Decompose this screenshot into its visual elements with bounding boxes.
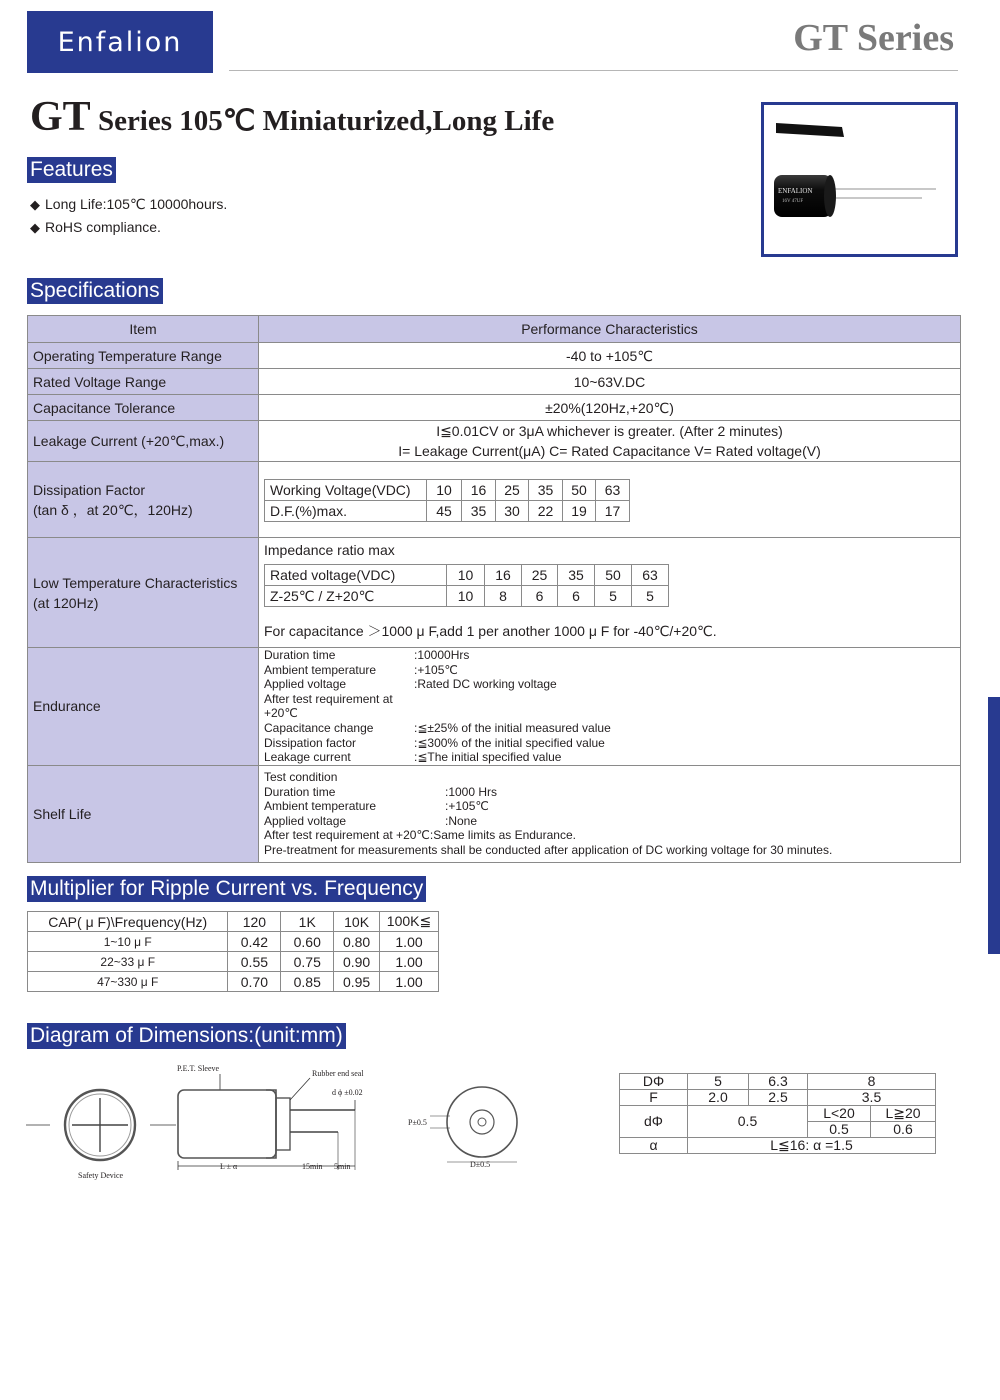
pitch-label: P±0.5 [408,1118,427,1127]
top-view-drawing [26,1090,176,1180]
spec-row [28,343,961,369]
spec-item-label: Shelf Life [28,765,259,862]
page-side-tab [988,697,1000,954]
table-row: F 2.0 2.5 3.5 [620,1090,936,1106]
spec-item-label: Leakage Current (+20℃,max.) [28,421,259,462]
page-title [30,93,554,141]
spec-item-label: Operating Temperature Range [28,343,259,369]
condition-row: Dissipation factor :≦300% of the initial specified value [264,735,605,750]
length-label: L ± α [220,1162,238,1171]
page-title-series: GT [30,94,91,140]
ripple-multiplier-table [27,911,439,992]
condition-row: Applied voltage :None [264,813,478,828]
spec-row [28,648,961,766]
condition-row: Applied voltage :Rated DC working voltage [264,677,557,692]
spec-row [28,421,961,462]
spec-row [28,369,961,395]
ripple-header: CAP( μ F)\Frequency(Hz) [28,912,228,932]
header-divider [229,70,958,71]
table-row: α L≦16: α =1.5 [620,1138,936,1154]
rubber-seal-label: Rubber end seal [312,1069,364,1078]
specifications-heading: Specifications [27,278,163,304]
spec-value: I≦0.01CV or 3μA whichever is greater. (After 2 minutes) I= Leakage Current(μA) C= Rated Capacitance V= Rated voltage(V) [259,421,961,462]
spec-value: Impedance ratio max Rated voltage(VDC) 10 16 25 35 50 63 Z-25℃ / Z+20℃ 10 8 6 6 5 5 For capacitance ＞1000 μ F,add 1 per another 1000 μ F for -40℃/+20℃. [259,538,961,648]
spec-row [28,538,961,648]
condition-row: Ambient temperature :+105℃ [264,799,489,814]
spec-item-label: Capacitance Tolerance [28,395,259,421]
diameter-label: D±0.5 [470,1160,491,1169]
diamond-bullet-icon: ◆ [30,197,40,212]
spec-value: 10~63V.DC [259,369,961,395]
lead-diameter-label: d ϕ ±0.02 [332,1088,363,1097]
feature-item: ◆ Long Life:105℃ 10000hours. [30,196,228,212]
ripple-header: 120 [228,912,281,932]
min15-label: 15min [302,1162,323,1171]
spec-value [259,648,961,766]
brand-logo [27,11,213,73]
shelf-life-conditions: Test condition Duration time :1000 Hrs Ambient temperature :+105℃ Applied voltage :None After test requirement at +20℃:Same limits as Endurance. Pre-treatment for measurements shall be conducted after application of DC working voltage for 30 minutes. [264,770,960,858]
specifications-table [27,315,961,863]
capacitor-illustration [764,105,955,254]
condition-row: Leakage current :≦The initial specified value [264,750,562,765]
spec-item-label: Rated Voltage Range [28,369,259,395]
min5-label: 5min [334,1162,351,1171]
series-title: GT Series [793,17,954,59]
impedance-table: Rated voltage(VDC) 10 16 25 35 50 63 Z-25℃ / Z+20℃ 10 8 6 6 5 5 [264,564,669,607]
condition-row: Capacitance change :≦±25% of the initial measured value [264,720,611,735]
ripple-header: 10K [334,912,380,932]
capacitor-rating-mark: 16V 47UF [782,199,804,204]
table-row: 47~330 μ F 0.70 0.85 0.95 1.00 [28,972,439,992]
endurance-conditions [264,648,960,765]
pet-sleeve-label: P.E.T. Sleeve [177,1064,220,1073]
page-title-description: Series 105℃ Miniaturized,Long Life [90,105,555,137]
feature-item: ◆ RoHS compliance. [30,219,161,235]
brand-name: Enfalion [57,26,183,58]
condition-row: Duration time :10000Hrs [264,648,470,662]
ripple-header: 100K≦ [380,912,439,932]
bottom-view-drawing [408,1087,517,1169]
side-view-drawing [177,1064,364,1171]
ripple-header: 1K [281,912,334,932]
spec-value [259,462,961,538]
spec-row [28,395,961,421]
spec-item-label: Low Temperature Characteristics (at 120Hz) [28,538,259,648]
condition-row: After test requirement at +20℃ [264,691,393,721]
spec-value: -40 to +105℃ [259,343,961,369]
spec-value: ±20%(120Hz,+20℃) [259,395,961,421]
product-photo [761,102,958,257]
table-row: 1~10 μ F 0.42 0.60 0.80 1.00 [28,932,439,952]
dimensions-table [619,1073,936,1154]
table-row: DΦ 5 6.3 8 [620,1074,936,1090]
spec-value [259,765,961,862]
ripple-heading: Multiplier for Ripple Current vs. Frequency [27,876,426,902]
safety-device-label: Safety Device [78,1171,124,1180]
spec-row [28,462,961,538]
diamond-bullet-icon: ◆ [30,220,40,235]
capacitor-brand-mark: ENFALION [778,187,813,195]
dimension-diagram [20,1058,530,1188]
table-row: 22~33 μ F 0.55 0.75 0.90 1.00 [28,952,439,972]
condition-row: Duration time :1000 Hrs [264,784,498,799]
dimensions-heading: Diagram of Dimensions:(unit:mm) [27,1023,346,1049]
features-heading: Features [27,157,116,183]
features-list [30,193,227,239]
spec-item-label: Endurance [28,648,259,766]
condition-row: Ambient temperature :+105℃ [264,662,458,677]
spec-item-label: Dissipation Factor (tan δ ，at 20℃，120Hz) [28,462,259,538]
spec-header-performance: Performance Characteristics [259,316,961,343]
table-row: dΦ 0.5 L<20 L≧20 [620,1106,936,1122]
dissipation-table: Working Voltage(VDC) 10 16 25 35 50 63 D.F.(%)max. 45 35 30 22 19 17 [264,479,630,522]
spec-row [28,765,961,862]
table-row: 0.5 0.6 [620,1122,936,1138]
spec-header-item: Item [28,316,259,343]
